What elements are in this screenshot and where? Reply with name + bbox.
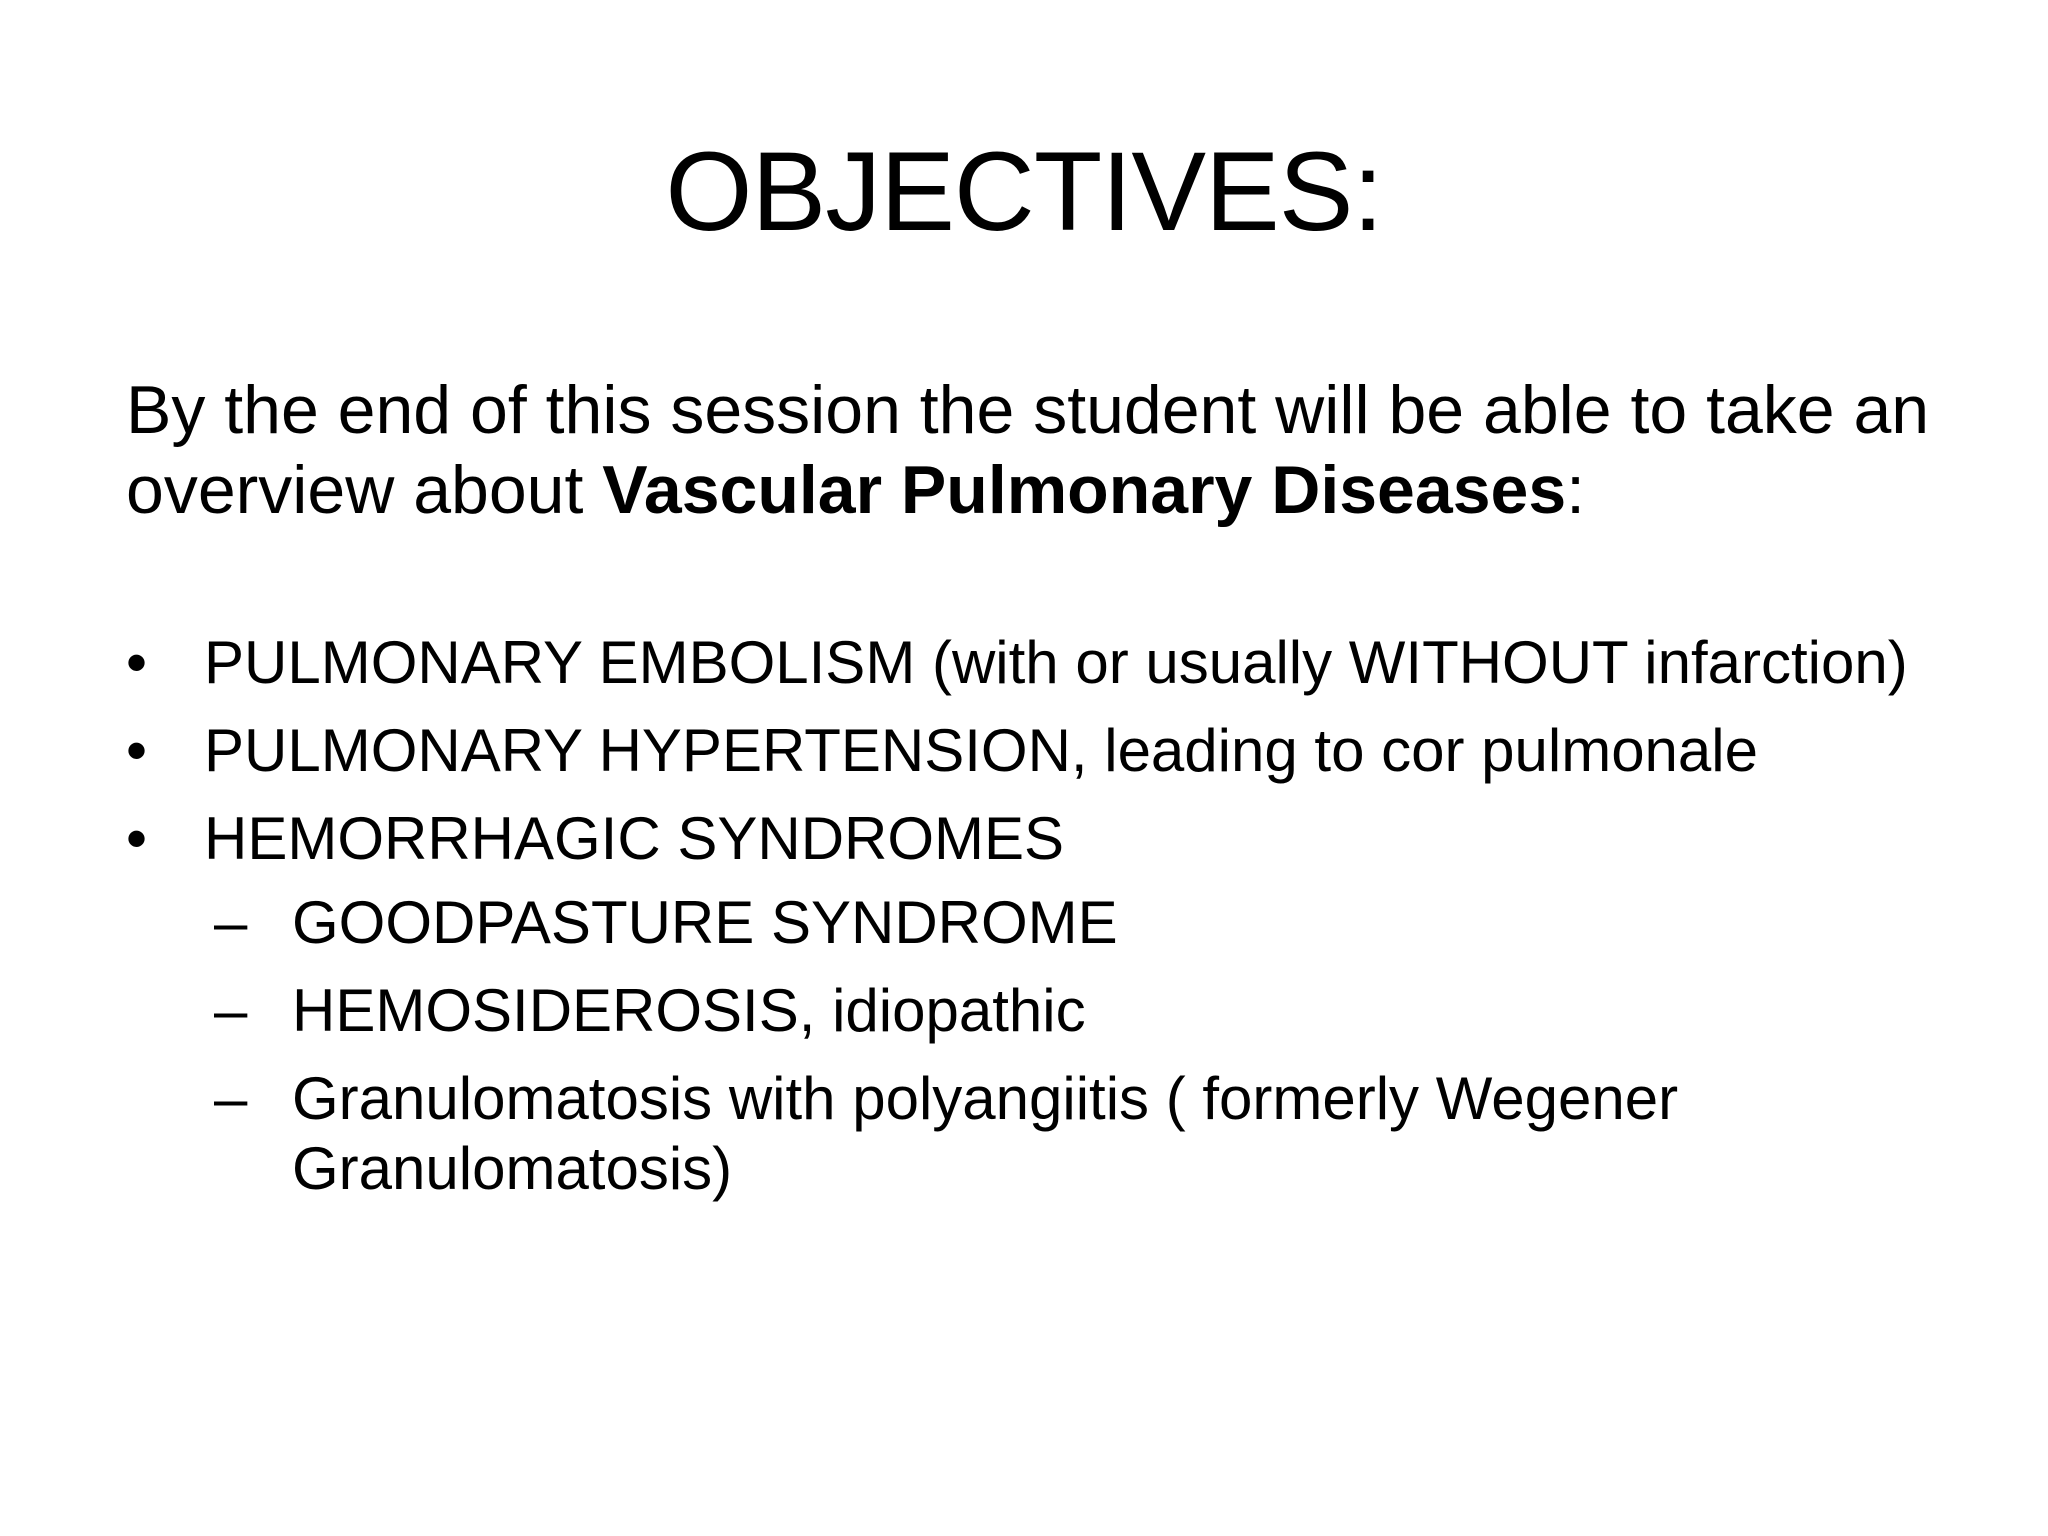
list-item <box>126 716 1966 786</box>
objectives-list <box>126 628 1966 1222</box>
sub-list-item-text: HEMOSIDEROSIS, idiopathic <box>292 977 1086 1044</box>
list-item-text: PULMONARY HYPERTENSION, leading to cor pulmonale <box>204 717 1758 784</box>
list-item-text: HEMORRHAGIC SYNDROMES <box>204 805 1065 872</box>
sub-list-item-text: Granulomatosis with polyangiitis ( formerly Wegener Granulomatosis) <box>292 1065 1679 1202</box>
dash-marker: – <box>214 889 248 956</box>
list-item-text: PULMONARY EMBOLISM (with or usually WITHOUT infarction) <box>204 629 1908 696</box>
intro-colon: : <box>1566 452 1586 528</box>
sub-list-item <box>204 888 1966 958</box>
dash-marker: – <box>214 977 248 1044</box>
list-item <box>126 628 1966 698</box>
bullet-marker: • <box>126 629 148 696</box>
dash-marker: – <box>214 1065 248 1132</box>
intro-bold-topic: Vascular Pulmonary Diseases <box>602 452 1567 528</box>
sub-list-item-text: GOODPASTURE SYNDROME <box>292 889 1118 956</box>
intro-paragraph <box>126 370 1966 530</box>
bullet-marker: • <box>126 805 148 872</box>
sub-list-item <box>204 976 1966 1046</box>
slide-title: OBJECTIVES: <box>665 129 1383 254</box>
bullet-marker: • <box>126 717 148 784</box>
intro-text: By the end of this session the student will be able to take an overview about <box>126 372 1930 528</box>
list-item <box>126 804 1966 1204</box>
sub-list <box>204 888 1966 1204</box>
sub-list-item <box>204 1064 1966 1204</box>
